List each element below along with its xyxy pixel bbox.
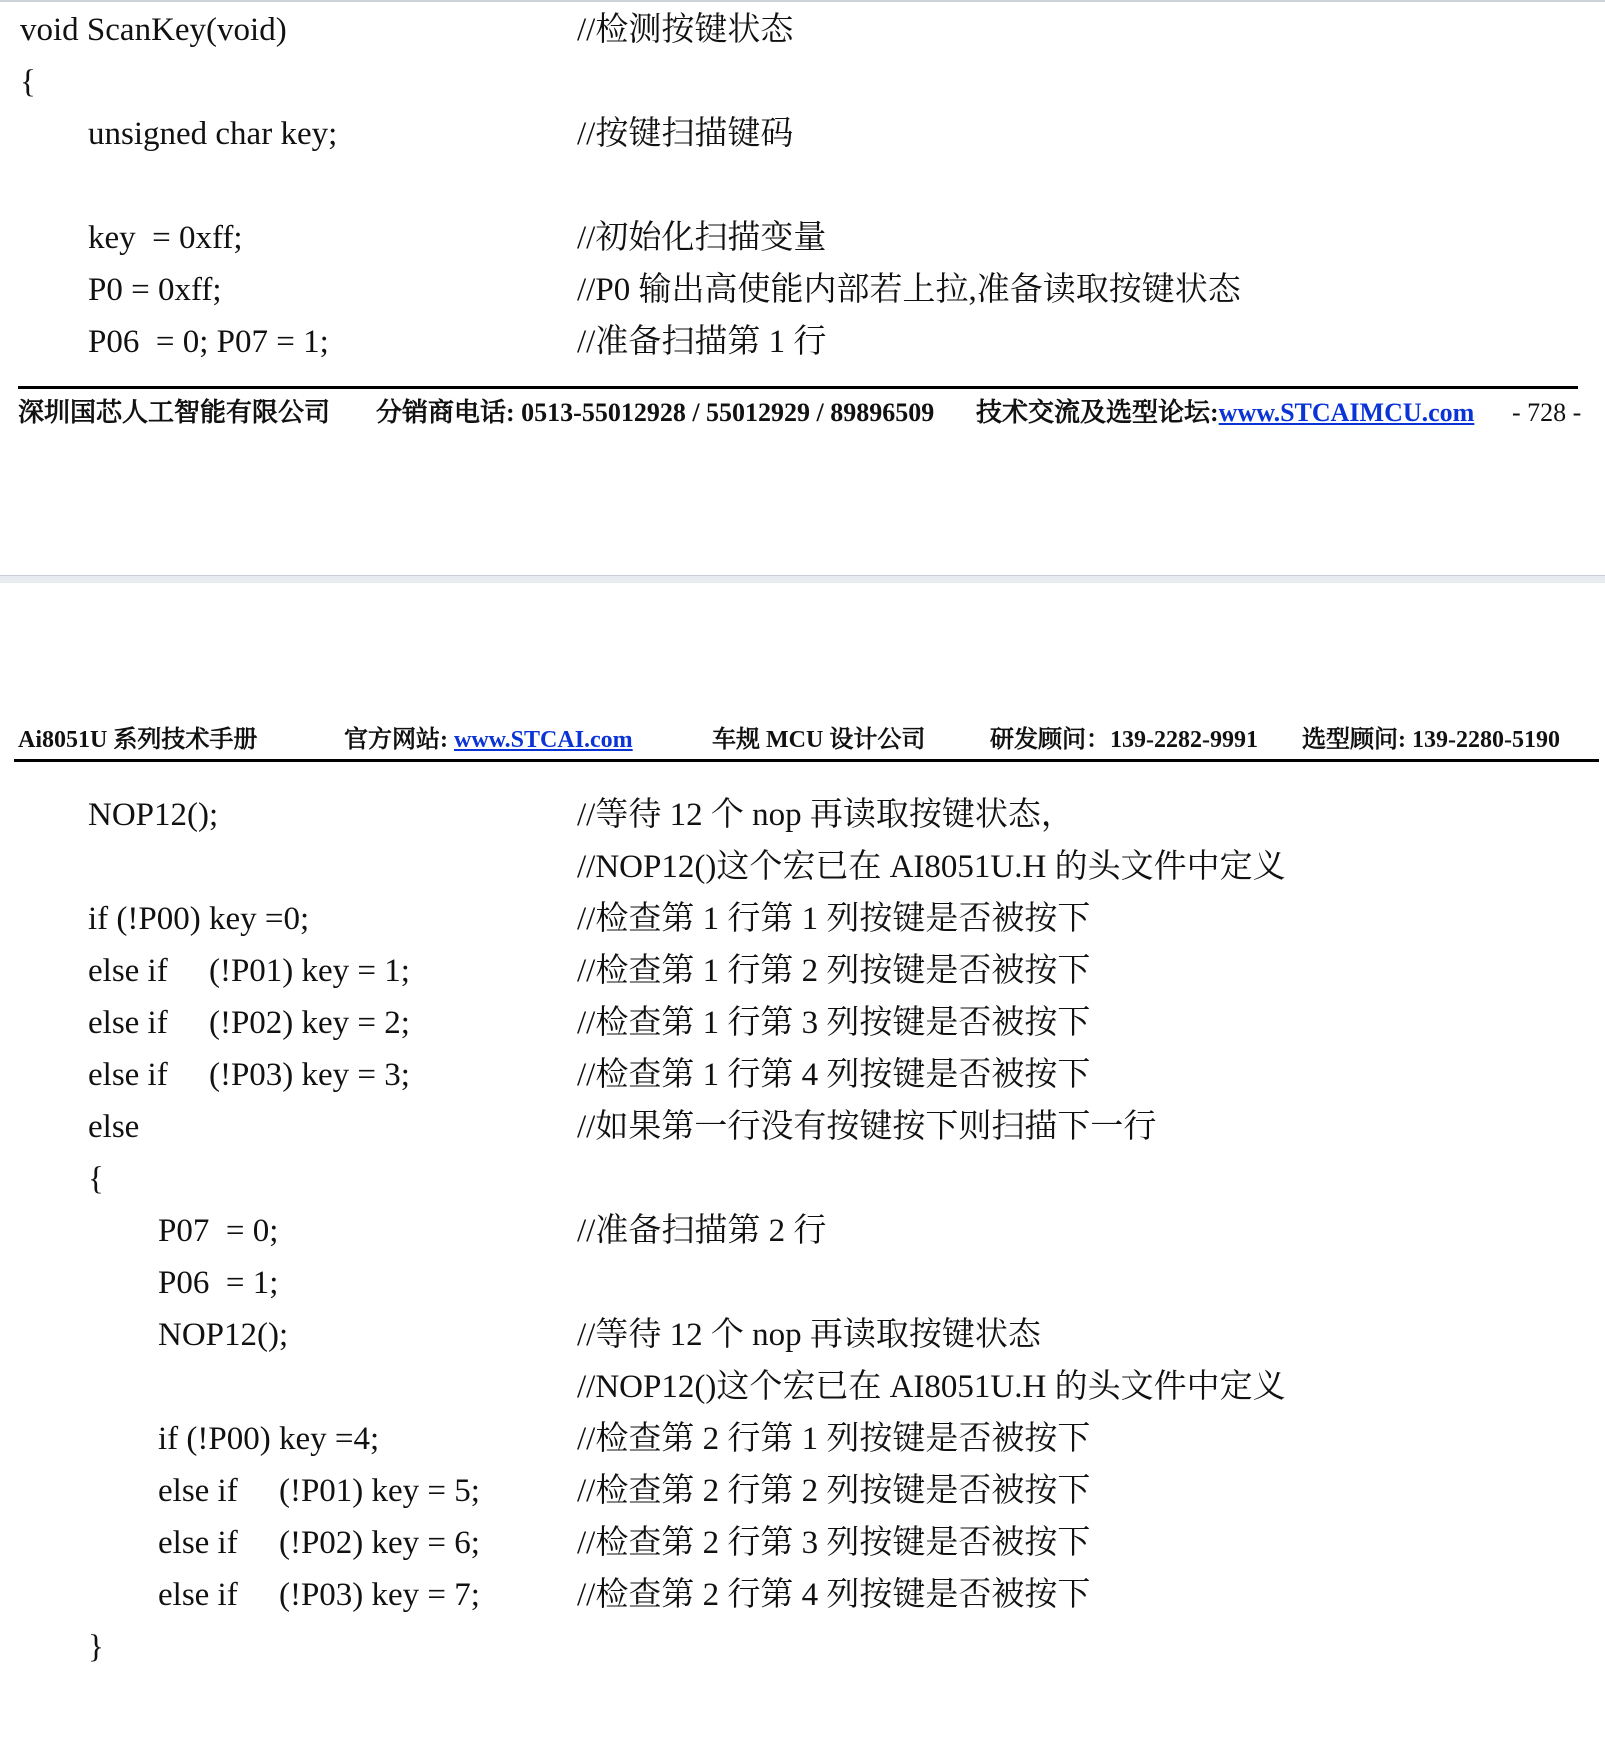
header-tagline: 车规 MCU 设计公司 [712,727,926,753]
code-text: else if (!P02) key = 2; [88,1005,410,1041]
document-page-729 [0,583,1605,1672]
code-line [0,1001,1605,1045]
footer-company: 深圳国芯人工智能有限公司 [18,398,331,427]
footer-distributor [376,395,934,431]
code-text: P07 = 0; [158,1213,279,1249]
code-comment: //检查第 2 行第 2 列按键是否被按下 [577,1473,1091,1509]
code-comment: //初始化扫描变量 [577,220,827,256]
code-text: else if (!P01) key = 5; [158,1473,480,1509]
header-manual-title: Ai8051U 系列技术手册 [18,727,258,753]
code-comment: //等待 12 个 nop 再读取按键状态， [577,797,1074,833]
code-line [0,216,1605,260]
code-text: else [88,1109,140,1145]
code-comment: //准备扫描第 1 行 [577,324,827,360]
code-line [0,897,1605,941]
code-text: { [20,64,36,100]
code-comment: //检查第 1 行第 4 列按键是否被按下 [577,1057,1091,1093]
header-rule [14,759,1599,762]
code-line [0,949,1605,993]
code-text: NOP12(); [158,1317,289,1353]
code-line [0,793,1605,837]
code-line [0,60,1605,104]
page-header [0,723,1605,757]
code-text: } [88,1629,104,1665]
footer-forum-label: 技术交流及选型论坛: [976,398,1219,427]
header-rd-consultant: 研发顾问：139-2282-9991 [990,727,1258,753]
page-number: - 728 - [1512,398,1582,427]
code-text: else if (!P01) key = 1; [88,953,410,989]
code-line [0,112,1605,156]
code-line [0,1053,1605,1097]
code-text: unsigned char key; [88,116,338,152]
code-line [0,1365,1605,1409]
code-line [0,1573,1605,1617]
footer-distributor-label: 分销商电话: [376,398,522,427]
code-comment: //检查第 2 行第 4 列按键是否被按下 [577,1577,1091,1613]
header-website [344,723,633,757]
code-comment: //检查第 1 行第 2 列按键是否被按下 [577,953,1091,989]
footer-forum [976,395,1474,431]
code-text: else if (!P03) key = 7; [158,1577,480,1613]
code-text: NOP12(); [88,797,219,833]
code-text: P06 = 0; P07 = 1; [88,324,329,360]
header-website-link[interactable]: www.STCAI.com [454,727,633,753]
page-top-edge [0,0,1605,2]
code-comment: //检查第 2 行第 3 列按键是否被按下 [577,1525,1091,1561]
document-page-728 [0,0,1605,575]
code-line [0,1105,1605,1149]
code-comment: //如果第一行没有按键按下则扫描下一行 [577,1109,1157,1145]
footer-forum-link[interactable]: www.STCAIMCU.com [1218,398,1475,427]
code-line [0,1625,1605,1669]
code-comment: //检测按键状态 [577,12,794,48]
code-text: P0 = 0xff; [88,272,222,308]
code-text: P06 = 1; [158,1265,279,1301]
code-line [0,1469,1605,1513]
code-comment: //NOP12()这个宏已在 AI8051U.H 的头文件中定义 [577,1369,1286,1405]
header-website-label: 官方网站: [344,727,454,753]
footer-distributor-phones: 0513-55012928 / 55012929 / 89896509 [521,398,935,427]
code-line [0,1209,1605,1253]
code-line [0,268,1605,312]
code-comment: //准备扫描第 2 行 [577,1213,827,1249]
code-text: else if (!P03) key = 3; [88,1057,410,1093]
code-text: void ScanKey(void) [20,12,287,48]
code-text: if (!P00) key =0; [88,901,310,937]
code-text: else if (!P02) key = 6; [158,1525,480,1561]
code-line [0,1521,1605,1565]
code-line [0,1157,1605,1201]
header-selection-consultant: 选型顾问: 139-2280-5190 [1302,727,1560,753]
code-line [0,845,1605,889]
code-comment: //检查第 1 行第 3 列按键是否被按下 [577,1005,1091,1041]
code-comment: //等待 12 个 nop 再读取按键状态 [577,1317,1041,1353]
code-comment: //NOP12()这个宏已在 AI8051U.H 的头文件中定义 [577,849,1286,885]
code-line [0,1313,1605,1357]
code-comment: //检查第 2 行第 1 列按键是否被按下 [577,1421,1091,1457]
footer-rule [18,386,1578,389]
code-line [0,1417,1605,1461]
code-text: { [88,1161,104,1197]
code-comment: //P0 输出高使能内部若上拉,准备读取按键状态 [577,272,1241,308]
code-comment: //按键扫描键码 [577,116,794,152]
code-comment: //检查第 1 行第 1 列按键是否被按下 [577,901,1091,937]
code-text: key = 0xff; [88,220,243,256]
code-text: if (!P00) key =4; [158,1421,380,1457]
code-line [0,320,1605,364]
code-line [0,8,1605,52]
page-footer [0,395,1605,431]
code-line [0,1261,1605,1305]
